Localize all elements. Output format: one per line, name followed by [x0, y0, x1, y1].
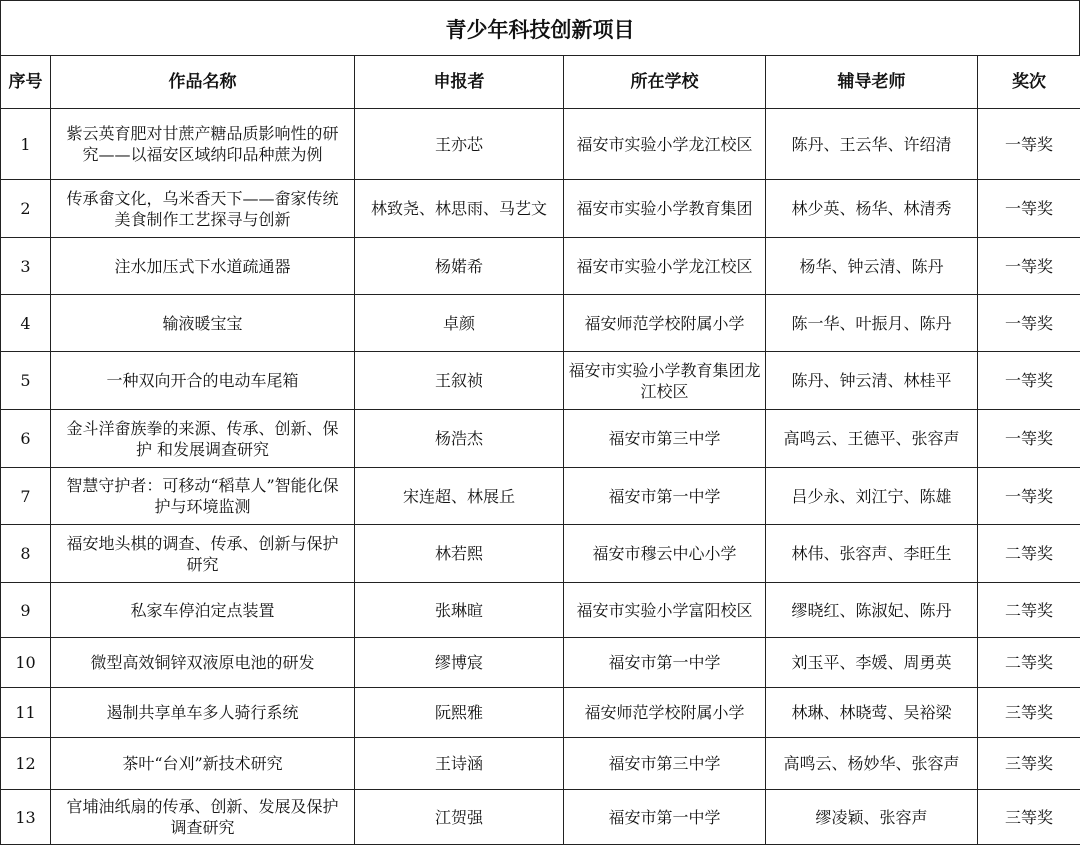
table-row — [1, 295, 1080, 352]
project-table — [0, 55, 1080, 845]
cell-applicant: 缪博宸 — [355, 638, 564, 688]
cell-no: 2 — [1, 180, 51, 238]
cell-teacher: 林伟、张容声、李旺生 — [766, 525, 978, 583]
cell-award: 一等奖 — [978, 468, 1080, 525]
cell-work: 遏制共享单车多人骑行系统 — [51, 688, 355, 738]
cell-teacher: 陈一华、叶振月、陈丹 — [766, 295, 978, 352]
cell-applicant: 林若熙 — [355, 525, 564, 583]
table-title: 青少年科技创新项目 — [0, 0, 1080, 56]
cell-school: 福安市第三中学 — [564, 738, 766, 790]
cell-award: 一等奖 — [978, 352, 1080, 410]
cell-school: 福安师范学校附属小学 — [564, 688, 766, 738]
table-row — [1, 468, 1080, 525]
table-row — [1, 352, 1080, 410]
header-award: 奖次 — [978, 56, 1080, 109]
cell-applicant: 杨浩杰 — [355, 410, 564, 468]
cell-applicant: 张琳暄 — [355, 583, 564, 638]
table-row — [1, 180, 1080, 238]
cell-no: 12 — [1, 738, 51, 790]
cell-school: 福安市实验小学富阳校区 — [564, 583, 766, 638]
cell-no: 13 — [1, 790, 51, 845]
cell-applicant: 王叙祯 — [355, 352, 564, 410]
cell-award: 三等奖 — [978, 738, 1080, 790]
cell-no: 5 — [1, 352, 51, 410]
table-row — [1, 238, 1080, 295]
cell-school: 福安市实验小学龙江校区 — [564, 238, 766, 295]
cell-applicant: 宋连超、林展丘 — [355, 468, 564, 525]
cell-work: 注水加压式下水道疏通器 — [51, 238, 355, 295]
cell-teacher: 林少英、杨华、林清秀 — [766, 180, 978, 238]
cell-work: 私家车停泊定点装置 — [51, 583, 355, 638]
cell-no: 10 — [1, 638, 51, 688]
cell-teacher: 高鸣云、杨妙华、张容声 — [766, 738, 978, 790]
cell-no: 11 — [1, 688, 51, 738]
cell-work: 微型高效铜锌双液原电池的研发 — [51, 638, 355, 688]
cell-no: 1 — [1, 109, 51, 180]
cell-award: 一等奖 — [978, 180, 1080, 238]
cell-work: 金斗洋畲族拳的来源、传承、创新、保护 和发展调查研究 — [51, 410, 355, 468]
cell-school: 福安市实验小学龙江校区 — [564, 109, 766, 180]
cell-teacher: 陈丹、王云华、许绍清 — [766, 109, 978, 180]
cell-work: 一种双向开合的电动车尾箱 — [51, 352, 355, 410]
cell-award: 三等奖 — [978, 688, 1080, 738]
table-row — [1, 790, 1080, 845]
cell-no: 7 — [1, 468, 51, 525]
table-row — [1, 410, 1080, 468]
cell-work: 官埔油纸扇的传承、创新、发展及保护调查研究 — [51, 790, 355, 845]
cell-no: 6 — [1, 410, 51, 468]
table-row — [1, 638, 1080, 688]
cell-award: 二等奖 — [978, 525, 1080, 583]
header-row — [1, 56, 1080, 109]
header-school: 所在学校 — [564, 56, 766, 109]
table-row — [1, 738, 1080, 790]
cell-school: 福安市穆云中心小学 — [564, 525, 766, 583]
table-row — [1, 583, 1080, 638]
cell-award: 一等奖 — [978, 410, 1080, 468]
cell-work: 紫云英育肥对甘蔗产糖品质影响性的研究——以福安区域纳印品种蔗为例 — [51, 109, 355, 180]
header-no: 序号 — [1, 56, 51, 109]
cell-award: 一等奖 — [978, 109, 1080, 180]
cell-teacher: 缪晓红、陈淑妃、陈丹 — [766, 583, 978, 638]
cell-applicant: 杨婼希 — [355, 238, 564, 295]
cell-work: 智慧守护者：可移动“稻草人”智能化保护与环境监测 — [51, 468, 355, 525]
cell-school: 福安师范学校附属小学 — [564, 295, 766, 352]
cell-work: 福安地头棋的调查、传承、创新与保护研究 — [51, 525, 355, 583]
table-row — [1, 109, 1080, 180]
table-row — [1, 525, 1080, 583]
cell-work: 输液暖宝宝 — [51, 295, 355, 352]
cell-no: 4 — [1, 295, 51, 352]
cell-teacher: 吕少永、刘江宁、陈雄 — [766, 468, 978, 525]
cell-applicant: 林致尧、林思雨、马艺文 — [355, 180, 564, 238]
cell-teacher: 缪凌颖、张容声 — [766, 790, 978, 845]
cell-school: 福安市第一中学 — [564, 468, 766, 525]
cell-award: 一等奖 — [978, 238, 1080, 295]
cell-school: 福安市第一中学 — [564, 790, 766, 845]
cell-award: 三等奖 — [978, 790, 1080, 845]
cell-school: 福安市实验小学教育集团 — [564, 180, 766, 238]
cell-teacher: 陈丹、钟云清、林桂平 — [766, 352, 978, 410]
cell-work: 茶叶“台刈”新技术研究 — [51, 738, 355, 790]
cell-no: 3 — [1, 238, 51, 295]
cell-teacher: 高鸣云、王德平、张容声 — [766, 410, 978, 468]
cell-applicant: 王亦芯 — [355, 109, 564, 180]
cell-applicant: 王诗涵 — [355, 738, 564, 790]
cell-no: 9 — [1, 583, 51, 638]
header-applicant: 申报者 — [355, 56, 564, 109]
cell-applicant: 卓颜 — [355, 295, 564, 352]
cell-teacher: 杨华、钟云清、陈丹 — [766, 238, 978, 295]
cell-no: 8 — [1, 525, 51, 583]
cell-work: 传承畲文化，乌米香天下——畲家传统美食制作工艺探寻与创新 — [51, 180, 355, 238]
cell-school: 福安市第一中学 — [564, 638, 766, 688]
cell-applicant: 江贺强 — [355, 790, 564, 845]
header-teacher: 辅导老师 — [766, 56, 978, 109]
cell-teacher: 刘玉平、李媛、周勇英 — [766, 638, 978, 688]
table-row — [1, 688, 1080, 738]
header-work: 作品名称 — [51, 56, 355, 109]
cell-award: 二等奖 — [978, 583, 1080, 638]
cell-applicant: 阮熙雅 — [355, 688, 564, 738]
cell-school: 福安市实验小学教育集团龙江校区 — [564, 352, 766, 410]
cell-award: 二等奖 — [978, 638, 1080, 688]
cell-teacher: 林琳、林晓莺、吴裕梁 — [766, 688, 978, 738]
cell-school: 福安市第三中学 — [564, 410, 766, 468]
cell-award: 一等奖 — [978, 295, 1080, 352]
